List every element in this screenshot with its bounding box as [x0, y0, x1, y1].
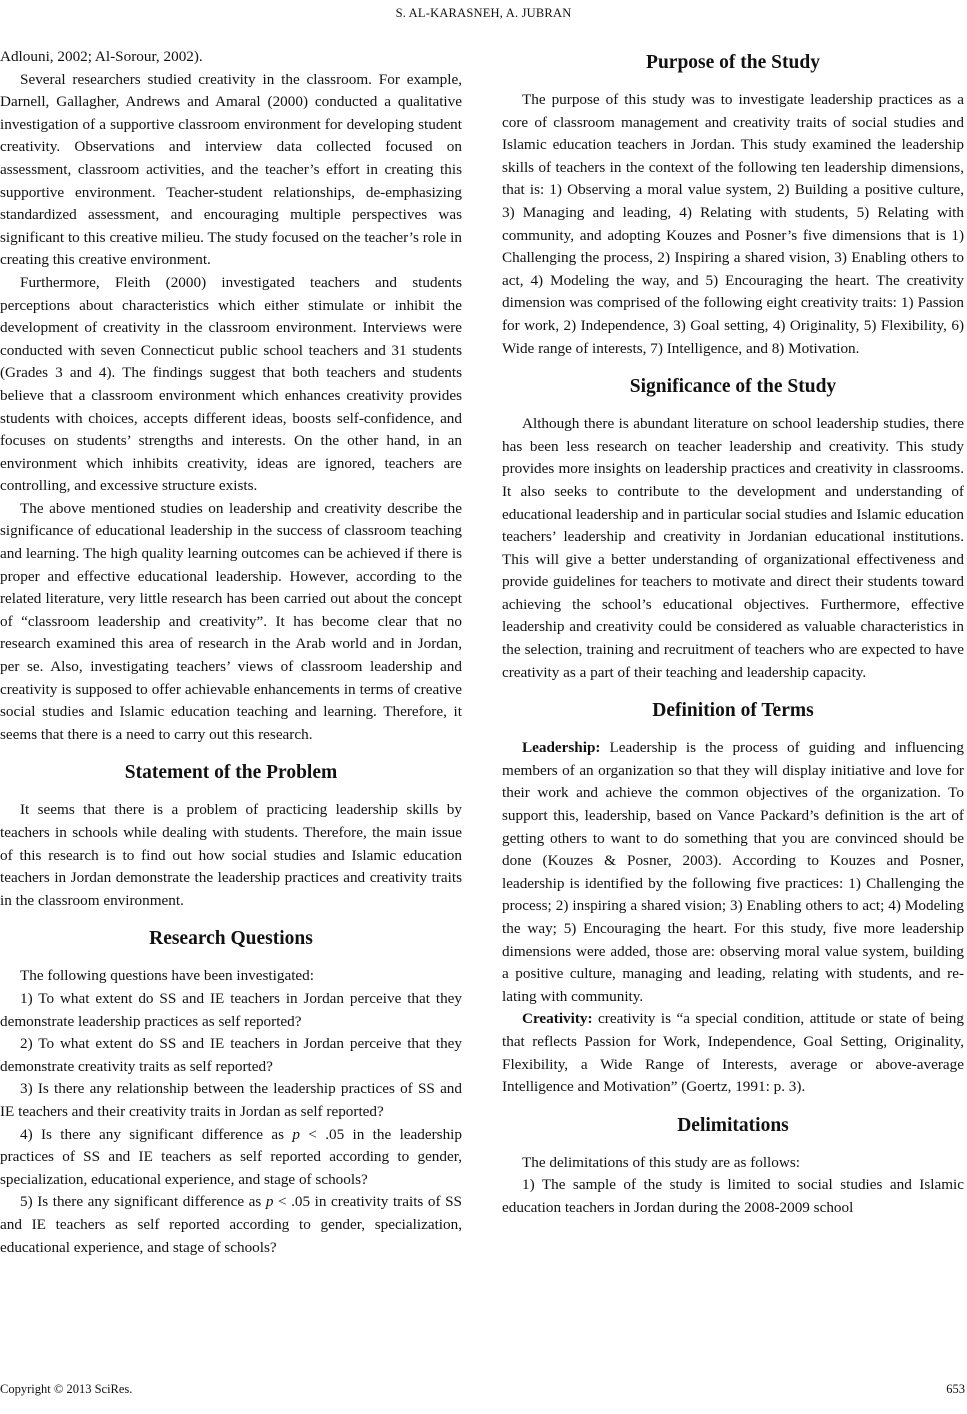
paragraph-problem: It seems that there is a problem of practicing leadership skills by teachers in schools while dealing with students. Therefore, the main issue of this research is to find out how social studies and Islamic education teachers in Jordan demonstrate the leadership practices and creativity traits in the classroom environment. [0, 801, 462, 909]
definition-leadership [502, 737, 964, 1008]
research-question-5 [0, 1191, 462, 1259]
running-head: S. AL-KARASNEH, A. JUBRAN [395, 6, 572, 20]
heading-delimitations: Delimitations [677, 1114, 789, 1136]
paragraph-continuation: Adlouni, 2002; Al-Sorour, 2002). [0, 48, 203, 65]
definition-creativity [502, 1008, 964, 1098]
heading-statement-of-problem: Statement of the Problem [124, 762, 338, 784]
q4-p-symbol: p [292, 1125, 300, 1143]
q4-text-a: 4) Is there any significant difference as [20, 1125, 293, 1143]
heading-purpose: Purpose of the Study [646, 52, 820, 73]
q5-text-a: 5) Is there any significant difference as [20, 1193, 266, 1211]
research-question-3: 3) Is there any relationship between the leadership practices of SS and IE teachers and their creativity traits in Jordan as self reported? [0, 1080, 462, 1120]
paragraph-fleith: Furthermore, Fleith (2000) investigated teachers and students perceptions about characteristics which either stimulate or inhibit the development of creativity in the classroom environment. Interviews were conducted with seven Connecticut public school teachers and 31 students (Grades 3 and 4). The findings suggest that both teachers and students believe that a classroom environment which enhances creativity provides students with choices, accepts different ideas, boosts self-confidence, and focuses on students’ strengths and interests. On the other hand, in an environment which inhibits creativity, ideas are ignored, teachers are controlling, and excessive structure exists. [0, 273, 462, 495]
q4-text-b: < .05 in the leadership practices of SS and IE teachers as self reported according to gender, specialization, educational experience, and stage of schools? [0, 1125, 462, 1188]
research-question-2: 2) To what extent do SS and IE teachers in Jordan perceive that they demonstrate creativity traits as self reported? [0, 1035, 462, 1075]
creativity-definition-text: creativity is “a special condition, attitude or state of being that reflects Passion for Work, Independence, Goal Setting, Originality, Flexibility, a Wide Range of Interests, average or above-average Intelligence and Motivation” (Goertz, 1991: p. 3). [502, 1010, 964, 1096]
term-leadership: Leadership: [522, 739, 601, 757]
right-column [502, 46, 964, 1220]
paragraph-significance-summary: The above mentioned studies on leadership and creativity describe the significance of educational leadership in the success of classroom teaching and learning. The high quality learning outcomes can be achieved if there is proper and effective educational leadership. However, according to the related literature, very little research has been carried out about the concept of “classroom leadership and creativity”. It has become clear that no research examined this area of research in the Arab world and in Jordan, per se. Also, investigating teachers’ views of classroom leadership and creativity is supposed to offer achievable enhancements in terms of creative social studies and Islamic education teaching and learning. Therefore, it seems that there is a need to carry out this research. [0, 499, 462, 743]
left-column [0, 46, 462, 1259]
heading-research-questions: Research Questions [149, 928, 313, 950]
term-creativity: Creativity: [522, 1010, 593, 1028]
paragraph-purpose: The purpose of this study was to investigate leadership practices as a core of classroom management and creativity traits of social studies and Islamic education teachers in Jordan. This study examined the leadership skills of teachers in the context of the following ten leadership dimensions, that is: 1) Observing a moral value system, 2) Building a positive culture, 3) Managing and leading, 4) Relating with students, 5) Relating with community, and adopting Kouzes and Posner’s five dimensions that is 1) Challenging the process, 2) Inspiring a shared vision, 3) Enabling others to act, 4) Modeling the way, and 5) Encouraging the heart. The creativity dimension was comprised of the following eight creativity traits: 1) Passion for work, 2) Independence, 3) Goal setting, 4) Originality, 5) Flexibility, 6) Wide range of interests, 7) Intelligence, and 8) Motivation. [502, 91, 964, 357]
q5-p-symbol: p [265, 1193, 274, 1211]
page-number: 653 [946, 1382, 965, 1396]
paragraph-delimitations-intro: The delimitations of this study are as follows: [522, 1153, 800, 1171]
paragraph-questions-intro: The following questions have been investigated: [20, 967, 314, 985]
heading-significance: Significance of the Study [629, 376, 837, 398]
leadership-definition-text: Leadership is the process of guiding and influencing members of an organization so that they will display initiative and love for their work and achieve the common objectives of the organization. To support this, leadership, based on Vance Packard’s definition is the art of getting others to want to do something that you are convinced should be done (Kouzes & Posner, 2003). According to Kouzes and Posner, leadership is identified by the following five practices: 1) Challenging the process; 2) inspiring a shared vision; 3) Enabling others to act; 4) Modeling the way; 5) Encouraging the heart. For this study, five more leadership dimensions were added, those are: observing moral value system, building a positive culture, managing and leading, relating with students, and relating with community. [502, 739, 964, 1005]
paragraph-significance: Although there is abundant literature on school leadership studies, there has been less research on teacher leadership and creativity. This study provides more insights on leadership practices and creativity in classrooms. It also seeks to contribute to the development and understanding of educational leadership and in particular social studies and Islamic education teachers’ leadership and creativity in Jordanian educational institutions. This will give a better understanding of organizational effectiveness and provide guidelines for teachers to motivate and direct their students toward achieving the school’s educational objectives. Furthermore, effective leadership and creativity could be considered as valuable characteristics in the selection, training and recruitment of teachers who are expected to have creativity as a part of their teaching and leadership capacity. [502, 415, 964, 681]
research-question-1: 1) To what extent do SS and IE teachers in Jordan perceive that they demonstrate leadership practices as self reported? [0, 989, 462, 1030]
heading-definition-of-terms: Definition of Terms [652, 700, 814, 722]
research-question-4 [0, 1124, 462, 1192]
paragraph-delimitation-1: 1) The sample of the study is limited to social studies and Islamic education teachers in Jordan during the 2008-2009 school [502, 1176, 964, 1216]
copyright-notice: Copyright © 2013 SciRes. [0, 1382, 133, 1396]
q5-text-b: < .05 in creativity traits of SS and IE teachers as self reported according to gender, specialization, educational experience, and stage of schools? [0, 1193, 462, 1256]
paragraph-creativity-classroom: Several researchers studied creativity in the classroom. For example, Darnell, Gallagher, Andrews and Amaral (2000) conducted a qualitative investigation of a supportive classroom environment for developing student creativity. Observations and interview data collected focused on assessment, classroom activities, and the teacher’s effort in creating this supportive environment. Teacher-student relationships, de-emphasizing standardized assessment, and encouraging multiple perspectives was significant to this creative milieu. The study focused on the teacher’s role in creating this creative environment. [0, 70, 462, 269]
